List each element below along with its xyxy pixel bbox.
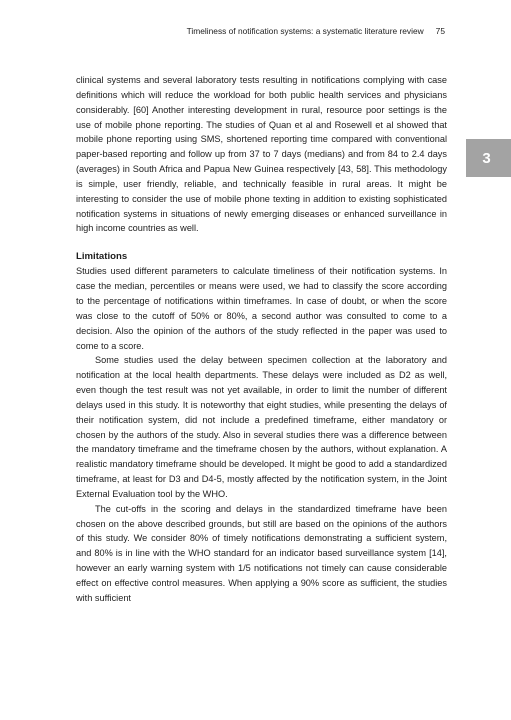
paragraph-mobile-reporting: clinical systems and several laboratory tests resulting in notifications complying with case definitions which will reduce the workload for both public health services and physicians considerably. [60] Another interesting development in rural, resource poor settings is the use of mobile phone reporting. The studies of Quan et al and Rosewell et al showed that mobile phone reporting using SMS, shortened reporting time compared with conventional paper-based reporting and follow up from 37 to 7 days (medians) and from 84 to 2.4 days (averages) in South Africa and Papua New Guinea respectively [43, 58]. This methodology is simple, user friendly, reliable, and technically feasible in rural areas. It might be interesting to consider the use of mobile phone texting in addition to existing sophisticated notification systems in situations of newly emerging diseases or enhanced surveillance in high income countries as well. <box>76 75 447 234</box>
chapter-number: 3 <box>482 149 491 167</box>
section-heading-limitations: Limitations <box>76 251 128 263</box>
running-header <box>187 26 445 36</box>
paragraph-parameters: Studies used different parameters to calculate timeliness of their notification systems. In case the median, percentiles or means were used, we had to classify the score according to the percentage of notifications within timeframes. In case of doubt, or when the score was close to the cutoff of 50% or 80%, a second author was consulted to come to a decision. Also the opinion of the authors of the study reflected in the paper was used to come to a score. <box>76 266 447 351</box>
body-text <box>76 73 447 606</box>
running-header-title: Timeliness of notification systems: a systematic literature review <box>186 26 424 36</box>
paragraph-delays: Some studies used the delay between specimen collection at the laboratory and notification at the local health departments. These delays were included as D2 as well, even though the test result was not yet available, in order to limit the number of different delays used in this study. It is noteworthy that eight studies, while presenting the delays of their notification system, did not include a predefined timeframe, either mandatory or chosen by the authors of the study. Also in several studies there was a difference between the mandatory timeframe and the timeframe chosen by the authors, without explanation. A realistic mandatory timeframe should be developed. It might be good to add a standardized timeframe, at least for D3 and D4-5, mostly affected by the notification system, in the Joint External Evaluation tool by the WHO. <box>76 355 447 499</box>
paragraph-cutoffs: The cut-offs in the scoring and delays in the standardized timeframe have been chosen on the above described grounds, but still are based on the opinions of the authors of this study. We consider 80% of timely notifications demonstrating a sufficient system, and 80% is in line with the WHO standard for an indicator based surveillance system [14], however an early warning system with 1/5 notifications not timely can cause considerable effect on effective control measures. When applying a 90% score as sufficient, the studies with sufficient <box>76 503 447 603</box>
chapter-tab <box>466 139 511 177</box>
page-number: 75 <box>435 26 445 36</box>
